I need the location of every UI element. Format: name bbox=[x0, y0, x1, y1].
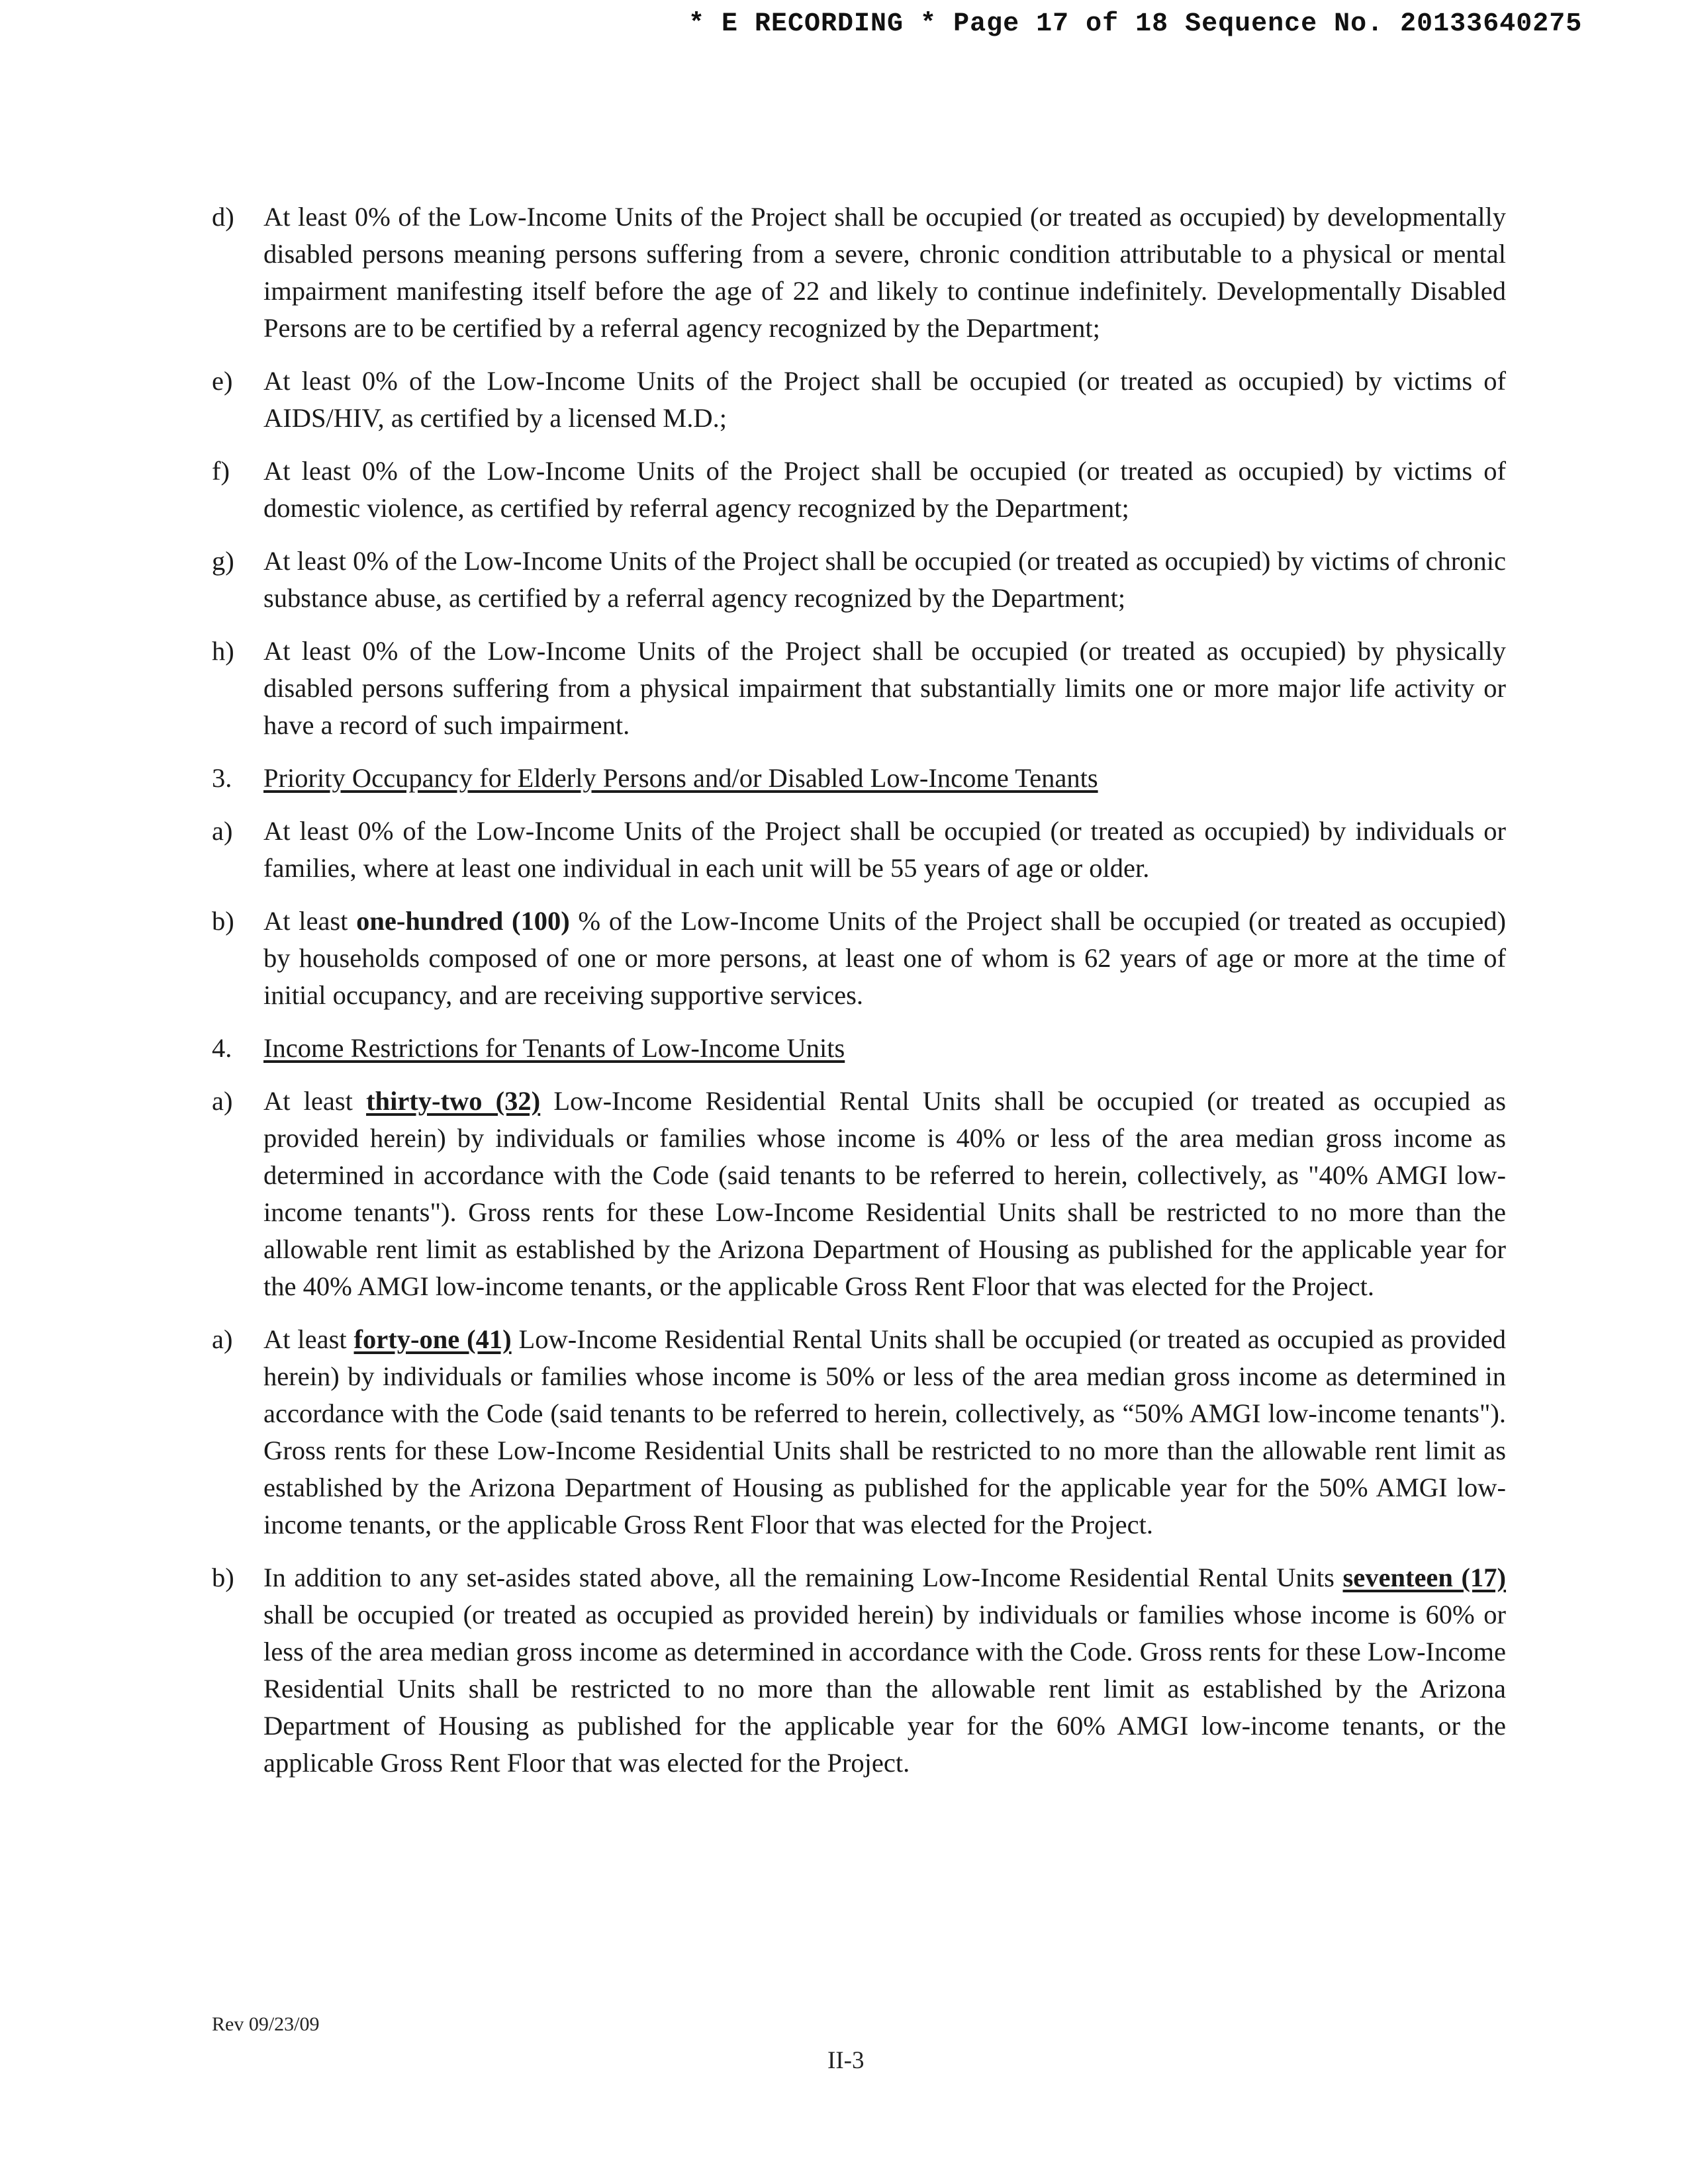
item-label: a) bbox=[212, 1086, 233, 1116]
item-label: g) bbox=[212, 546, 234, 576]
item-text: At least 0% of the Low-Income Units of the Project shall be occupied (or treated as occupied) by victims of AIDS/HIV, as certified by a licensed M.D.; bbox=[263, 366, 1506, 433]
item-label: b) bbox=[212, 906, 234, 936]
paragraph-4a-50-percent bbox=[212, 1321, 1506, 1543]
unit-count: forty-one (41) bbox=[353, 1324, 512, 1354]
item-text bbox=[263, 1321, 1506, 1543]
item-label: a) bbox=[212, 1324, 233, 1354]
text-rest: Low-Income Residential Rental Units shall be occupied (or treated as occupied as provided herein) by individuals or families whose income is 40% or less of the area median gross income as determined in accordance with the Code (said tenants to be referred to herein, collectively, as "40% AMGI low-income tenants"). Gross rents for these Low-Income Residential Units shall be restricted to no more than the allowable rent limit as established by the Arizona Department of Housing as published for the applicable year for the 40% AMGI low-income tenants, or the applicable Gross Rent Floor that was elected for the Project. bbox=[263, 1086, 1506, 1301]
unit-count: seventeen (17) bbox=[1342, 1563, 1506, 1592]
section-3-heading bbox=[212, 760, 1506, 797]
section-number: 4. bbox=[212, 1033, 232, 1063]
paragraph-3a bbox=[212, 813, 1506, 887]
revision-date: Rev 09/23/09 bbox=[212, 2013, 320, 2035]
paragraph-4b-60-percent bbox=[212, 1559, 1506, 1782]
section-number: 3. bbox=[212, 763, 232, 793]
paragraph-g bbox=[212, 543, 1506, 617]
item-text: At least 0% of the Low-Income Units of the Project shall be occupied (or treated as occupied) by victims of domestic violence, as certified by referral agency recognized by the Department; bbox=[263, 456, 1506, 523]
item-label: a) bbox=[212, 816, 233, 846]
text-lead: At least bbox=[263, 906, 357, 936]
text-lead: At least bbox=[263, 1324, 354, 1354]
section-4-heading bbox=[212, 1030, 1506, 1067]
item-label: d) bbox=[212, 202, 234, 232]
paragraph-e bbox=[212, 363, 1506, 437]
section-title: Priority Occupancy for Elderly Persons and/or Disabled Low-Income Tenants bbox=[263, 763, 1098, 793]
document-body bbox=[212, 199, 1506, 1797]
item-label: f) bbox=[212, 456, 230, 486]
item-text bbox=[263, 1083, 1506, 1305]
item-text: At least 0% of the Low-Income Units of the Project shall be occupied (or treated as occupied) by individuals or families, where at least one individual in each unit will be 55 years of age or older. bbox=[263, 816, 1506, 883]
page-number: II-3 bbox=[827, 2047, 865, 2074]
item-text bbox=[263, 1559, 1506, 1782]
text-rest: Low-Income Residential Rental Units shall be occupied (or treated as occupied as provided herein) by individuals or families whose income is 50% or less of the area median gross income as determined in accordance with the Code (said tenants to be referred to herein, collectively, as “50% AMGI low-income tenants"). Gross rents for these Low-Income Residential Units shall be restricted to no more than the allowable rent limit as established by the Arizona Department of Housing as published for the applicable year for the 50% AMGI low-income tenants, or the applicable Gross Rent Floor that was elected for the Project. bbox=[263, 1324, 1506, 1539]
unit-percentage: one-hundred (100) bbox=[356, 906, 570, 936]
unit-count: thirty-two (32) bbox=[366, 1086, 541, 1116]
text-rest: % of the Low-Income Units of the Project shall be occupied (or treated as occupied) by households composed of one or more persons, at least one of whom is 62 years of age or more at the time of initial occupancy, and are receiving supportive services. bbox=[263, 906, 1506, 1010]
recording-header: * E RECORDING * Page 17 of 18 Sequence No. 20133640275 bbox=[688, 9, 1583, 39]
text-lead: In addition to any set-asides stated above, all the remaining Low-Income Residential Rental Units bbox=[263, 1563, 1343, 1592]
paragraph-d bbox=[212, 199, 1506, 347]
paragraph-h bbox=[212, 633, 1506, 744]
section-title: Income Restrictions for Tenants of Low-Income Units bbox=[263, 1033, 845, 1063]
item-text: At least 0% of the Low-Income Units of the Project shall be occupied (or treated as occupied) by physically disabled persons suffering from a physical impairment that substantially limits one or more major life activity or have a record of such impairment. bbox=[263, 636, 1506, 740]
item-label: b) bbox=[212, 1563, 234, 1592]
item-text: At least 0% of the Low-Income Units of the Project shall be occupied (or treated as occupied) by victims of chronic substance abuse, as certified by a referral agency recognized by the Department; bbox=[263, 546, 1506, 613]
item-text bbox=[263, 903, 1506, 1014]
text-lead: At least bbox=[263, 1086, 367, 1116]
paragraph-3b bbox=[212, 903, 1506, 1014]
paragraph-4a-40-percent bbox=[212, 1083, 1506, 1305]
item-label: e) bbox=[212, 366, 233, 396]
item-text: At least 0% of the Low-Income Units of the Project shall be occupied (or treated as occupied) by developmentally disabled persons meaning persons suffering from a severe, chronic condition attributable to a physical or mental impairment manifesting itself before the age of 22 and likely to continue indefinitely. Developmentally Disabled Persons are to be certified by a referral agency recognized by the Department; bbox=[263, 202, 1506, 343]
item-label: h) bbox=[212, 636, 234, 666]
paragraph-f bbox=[212, 453, 1506, 527]
text-rest: shall be occupied (or treated as occupied as provided herein) by individuals or families whose income is 60% or less of the area median gross income as determined in accordance with the Code. Gross rents for these Low-Income Residential Units shall be restricted to no more than the allowable rent limit as established by the Arizona Department of Housing as published for the applicable year for the 60% AMGI low-income tenants, or the applicable Gross Rent Floor that was elected for the Project. bbox=[263, 1600, 1506, 1778]
